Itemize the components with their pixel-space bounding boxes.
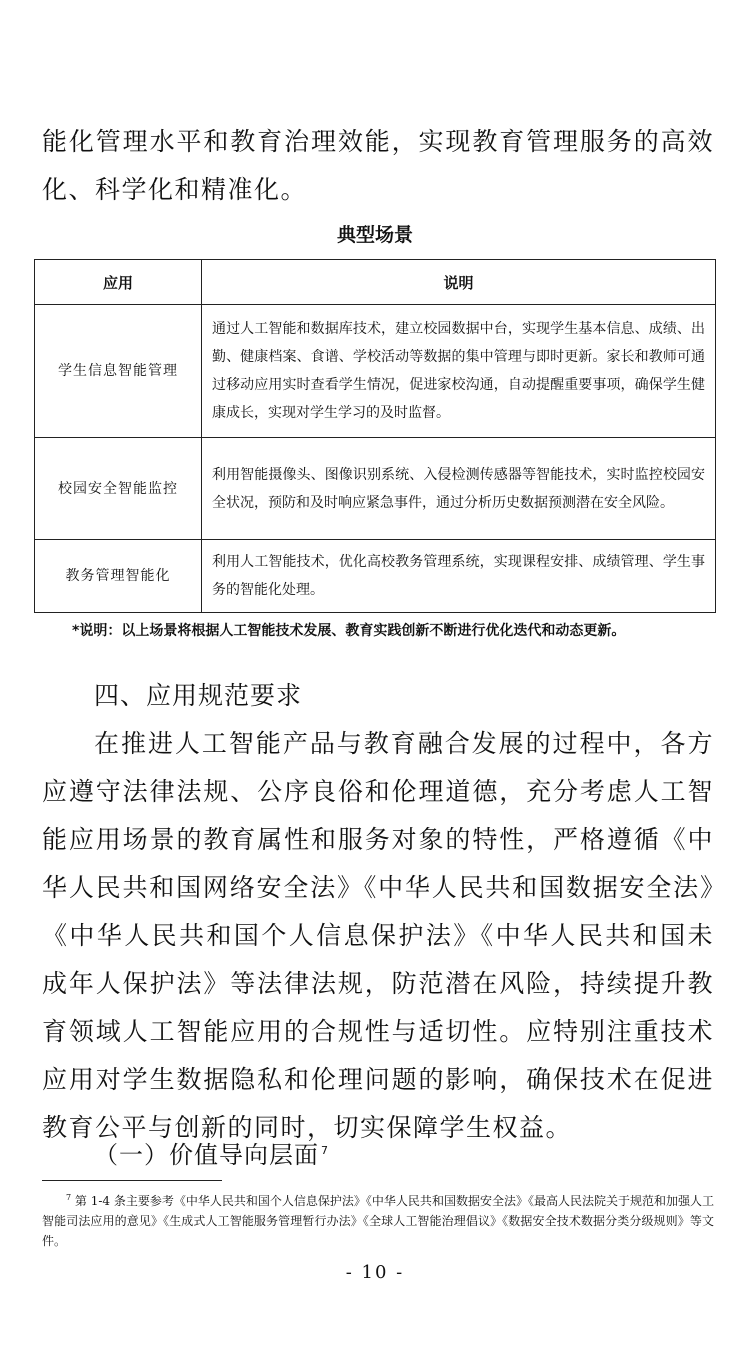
table-cell-desc: 利用智能摄像头、图像识别系统、入侵检测传感器等智能技术，实时监控校园安全状况，预防和及时响应紧急事件，通过分析历史数据预测潜在安全风险。 [202,438,716,540]
footnote [42,1188,714,1251]
table-header-row [35,260,716,305]
footnote-reference[interactable]: 7 [321,1144,329,1157]
table-row [35,305,716,438]
table-cell-desc: 通过人工智能和数据库技术，建立校园数据中台，实现学生基本信息、成绩、出勤、健康档案、食谱、学校活动等数据的集中管理与即时更新。家长和教师可通过移动应用实时查看学生情况，促进家校沟通，自动提醒重要事项，确保学生健康成长，实现对学生学习的及时监督。 [202,305,716,438]
sub-heading [94,1131,329,1175]
footnote-divider [42,1180,222,1181]
table-row [35,438,716,540]
table-cell-app: 校园安全智能监控 [35,438,202,540]
intro-paragraph: 能化管理水平和教育治理效能，实现教育管理服务的高效化、科学化和精准化。 [42,127,714,204]
table-cell-desc: 利用人工智能技术，优化高校教务管理系统，实现课程安排、成绩管理、学生事务的智能化处理。 [202,540,716,613]
table-row [35,540,716,613]
footnote-mark: 7 [66,1193,72,1202]
table-note: *说明：以上场景将根据人工智能技术发展、教育实践创新不断进行优化迭代和动态更新。 [72,623,626,639]
column-header-app: 应用 [35,260,202,305]
page-number: - 10 - [345,1262,405,1283]
table-title: 典型场景 [336,224,413,246]
footnote-text: 第 1-4 条主要参考《中华人民共和国个人信息保护法》《中华人民共和国数据安全法》《最高人民法院关于规范和加强人工智能司法应用的意见》《生成式人工智能服务管理暂行办法》《全球人工智能治理倡议》《数据安全技术数据分类分级规则》等文件。 [42,1194,714,1248]
scenes-table [34,259,716,613]
column-header-desc: 说明 [202,260,716,305]
section-body-paragraph: 在推进人工智能产品与教育融合发展的过程中，各方应遵守法律法规、公序良俗和伦理道德，充分考虑人工智能应用场景的教育属性和服务对象的特性，严格遵循《中华人民共和国网络安全法》《中华人民共和国数据安全法》《中华人民共和国个人信息保护法》《中华人民共和国未成年人保护法》等法律法规，防范潜在风险，持续提升教育领域人工智能应用的合规性与适切性。应特别注重技术应用对学生数据隐私和伦理问题的影响，确保技术在促进教育公平与创新的同时，切实保障学生权益。 [42,729,714,1142]
table-cell-app: 学生信息智能管理 [35,305,202,438]
section-heading: 四、应用规范要求 [94,681,303,710]
table-cell-app: 教务管理智能化 [35,540,202,613]
sub-heading-text: （一）价值导向层面 [94,1141,319,1169]
